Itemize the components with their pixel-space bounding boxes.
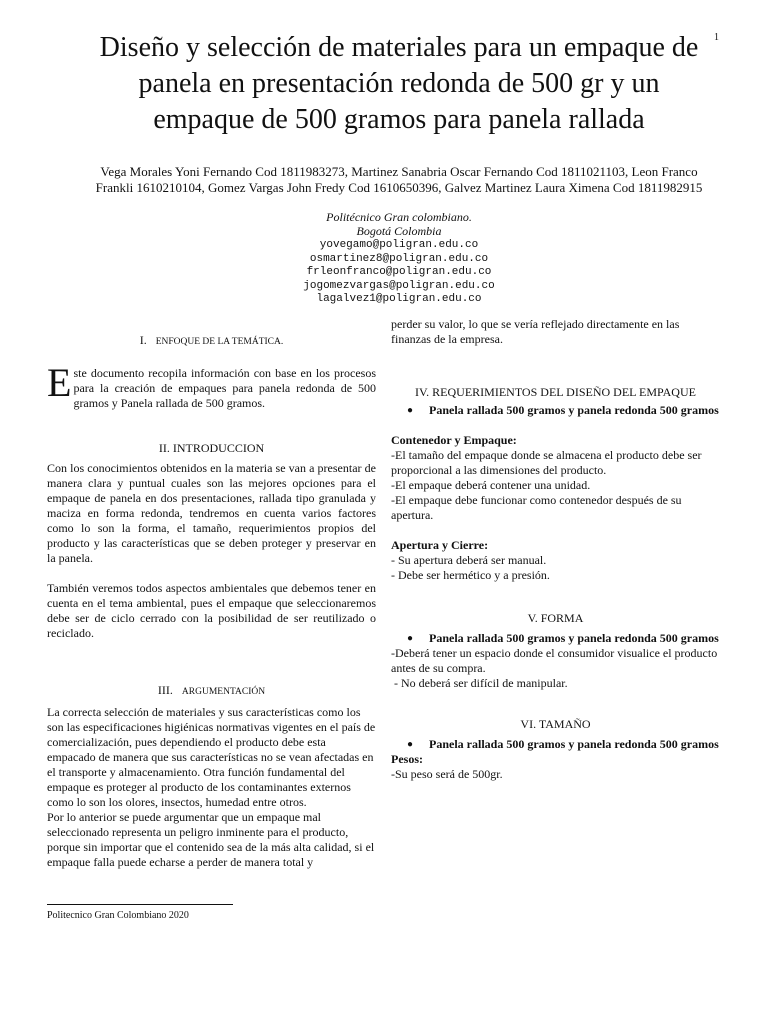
section-heading-enfoque bbox=[47, 333, 376, 350]
drop-cap: E bbox=[47, 360, 72, 405]
requirement-line: - Su apertura deberá ser manual. bbox=[391, 553, 547, 567]
bullet-item bbox=[391, 737, 720, 752]
subheading-contenedor: Contenedor y Empaque: bbox=[391, 433, 517, 447]
requirement-line: -El empaque deberá contener una unidad. bbox=[391, 478, 591, 492]
subheading-apertura: Apertura y Cierre: bbox=[391, 538, 489, 552]
argument-paragraph-1: La correcta selección de materiales y sus características como los son las especificaciones higiénicas normativas vigentes en el país de comercialización, pues dependiendo el producto debe esta empacado de manera que sus características no se vean afectadas en el transporte y almacenamiento. Otra función fundamental del empaque es proteger al producto de los contaminantes externos como lo son los olores, insectos, humedad entre otros. bbox=[47, 705, 376, 809]
section-heading-introduccion: II. INTRODUCCION bbox=[158, 441, 265, 455]
forma-line: -Deberá tener un espacio donde el consumidor visualice el producto antes de su compra. bbox=[391, 646, 718, 675]
section-heading-tamano: VI. TAMAÑO bbox=[520, 717, 591, 731]
argument-paragraph-2: Por lo anterior se puede argumentar que un empaque mal seleccionado representa un peligro inminente para el producto, porque sin importar que el contenido sea de la más alta calidad, si el empaque falla puede echarse a perder de manera total y bbox=[47, 810, 375, 869]
bullet-icon: ● bbox=[406, 739, 414, 750]
footnote-divider bbox=[47, 904, 233, 905]
bullet-item bbox=[391, 631, 720, 646]
left-column bbox=[47, 317, 376, 870]
page-number: 1 bbox=[714, 32, 719, 43]
requirement-line: -El tamaño del empaque donde se almacena el producto debe ser proporcional a las dimensiones del producto. bbox=[391, 448, 702, 477]
section-number: I. bbox=[139, 333, 147, 347]
email-list bbox=[90, 239, 708, 307]
intro-paragraph-1: Con los conocimientos obtenidos en la materia se van a presentar de manera clara y puntual cuales son las mejores opciones para el empaque de panela en dos presentaciones, rallada tipo granulada y maciza en forma redonda, tendremos en cuenta varios factores como lo son la forma, el tamaño, requerimientos propios del producto y las características que se deben proteger y preservar en la panela. bbox=[47, 461, 376, 565]
bullet-item bbox=[391, 403, 720, 418]
section-heading-requerimientos: IV. REQUERIMIENTOS DEL DISEÑO DEL EMPAQUE bbox=[415, 385, 696, 399]
section-heading-argumentacion bbox=[47, 683, 376, 700]
affiliation bbox=[90, 210, 708, 238]
footnote: Politecnico Gran Colombiano 2020 bbox=[47, 910, 189, 921]
email-address[interactable]: lagalvez1@poligran.edu.co bbox=[316, 293, 482, 305]
requirement-line: -El empaque debe funcionar como contenedor después de su apertura. bbox=[391, 493, 682, 522]
bullet-text: Panela rallada 500 gramos y panela redonda 500 gramos bbox=[429, 403, 719, 417]
subheading-pesos: Pesos: bbox=[391, 752, 423, 766]
paper-title: Diseño y selección de materiales para un empaque de panela en presentación redonda de 500 gr y un empaque de 500 gramos para panela rallada bbox=[99, 32, 699, 135]
affiliation-city: Bogotá Colombia bbox=[356, 224, 442, 238]
bullet-icon: ● bbox=[406, 405, 414, 416]
argument-paragraph-continued: perder su valor, lo que se vería reflejado directamente en las finanzas de la empresa. bbox=[391, 317, 680, 346]
section-number: III. bbox=[157, 683, 173, 697]
bullet-text: Panela rallada 500 gramos y panela redonda 500 gramos bbox=[429, 631, 719, 645]
abstract-text: ste documento recopila información con base en los procesos para la creación de empaques para panela redonda de 500 gramos y Panela rallada de 500 gramos. bbox=[73, 366, 376, 410]
email-address[interactable]: yovegamo@poligran.edu.co bbox=[319, 239, 479, 251]
right-column bbox=[391, 317, 720, 782]
section-title: ENFOQUE DE LA TEMÁTICA. bbox=[155, 337, 284, 347]
bullet-text: Panela rallada 500 gramos y panela redonda 500 gramos bbox=[429, 737, 719, 751]
email-address[interactable]: jogomezvargas@poligran.edu.co bbox=[303, 279, 495, 292]
peso-line: -Su peso será de 500gr. bbox=[391, 767, 503, 781]
author-list: Vega Morales Yoni Fernando Cod 1811983273, Martinez Sanabria Oscar Fernando Cod 1811021103, Leon Franco Frankli 1610210104, Gomez Vargas John Fredy Cod 1610650396, Galvez Martinez Laura Ximena Cod 1811982915 bbox=[95, 164, 703, 195]
forma-line: - No deberá ser difícil de manipular. bbox=[391, 676, 568, 690]
section-title: ARGUMENTACIÓN bbox=[181, 687, 266, 697]
email-address[interactable]: frleonfranco@poligran.edu.co bbox=[306, 266, 492, 278]
abstract-paragraph bbox=[47, 360, 376, 411]
bullet-icon: ● bbox=[406, 633, 414, 644]
section-heading-forma: V. FORMA bbox=[527, 611, 584, 625]
affiliation-institution: Politécnico Gran colombiano. bbox=[326, 210, 472, 224]
intro-paragraph-2: También veremos todos aspectos ambientales que debemos tener en cuenta en el tema ambiental, pues el empaque que seleccionaremos debe ser de ciclo cerrado con la posibilidad de ser reutilizado o reciclado. bbox=[47, 581, 376, 640]
requirement-line: - Debe ser hermético y a presión. bbox=[391, 568, 550, 582]
email-address[interactable]: osmartinez8@poligran.edu.co bbox=[309, 252, 489, 265]
